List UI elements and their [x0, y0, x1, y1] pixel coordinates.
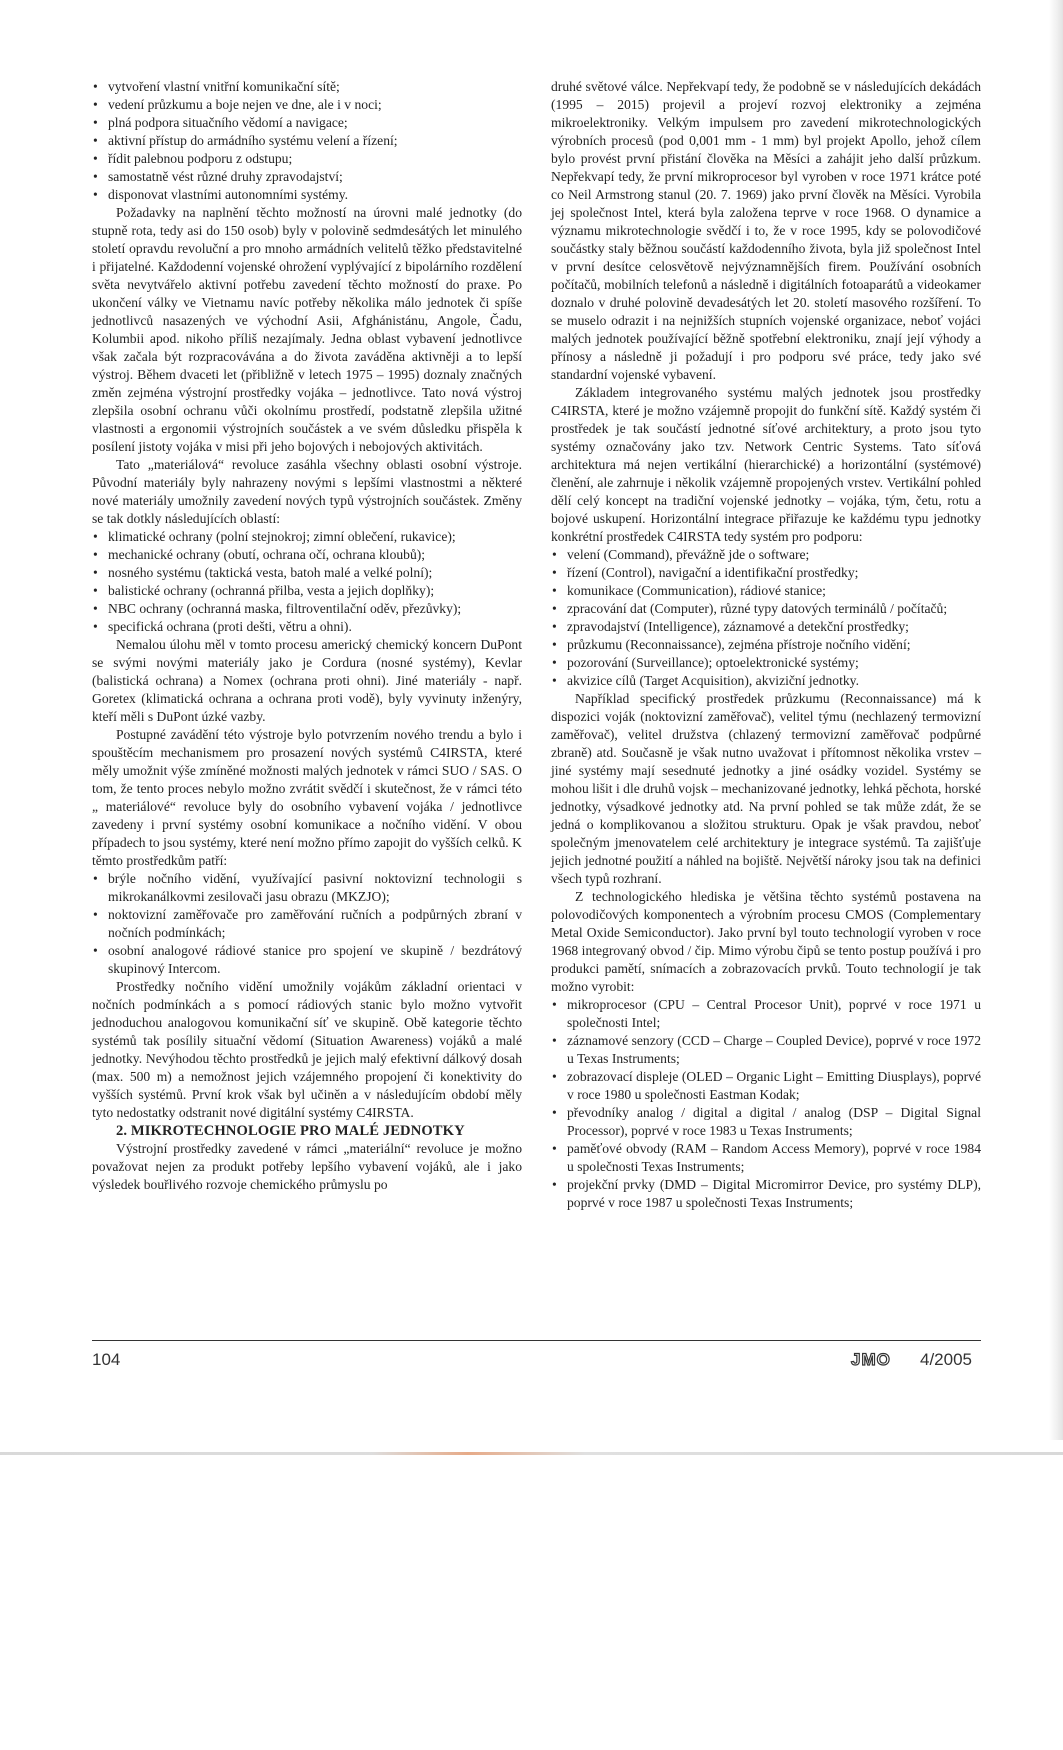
list-item: • zpravodajství (Intelligence), záznamové a detekční prostředky;: [551, 618, 981, 636]
list-item: • plná podpora situačního vědomí a navigace;: [92, 114, 522, 132]
list-item: • mechanické ochrany (obutí, ochrana očí, ochrana kloubů);: [92, 546, 522, 564]
body-paragraph: Tato „materiálová“ revoluce zasáhla všechny oblasti osobní výstroje. Původní materiály byly nahrazeny novými s lepšími vlastnostmi a některé nové materiály umožnily zavedení nových typů výstrojních součástek. Změny se tak dotkly následujících oblastí:: [92, 457, 522, 526]
list-item: • klimatické ochrany (polní stejnokroj; zimní oblečení, rukavice);: [92, 528, 522, 546]
body-paragraph: Výstrojní prostředky zavedené v rámci „materiální“ revoluce je možno považovat nejen za produkt potřeby lepšího vybavení vojáků, ale i jako výsledek bouřlivého rozvoje chemického průmyslu po: [92, 1141, 522, 1192]
list-item: • NBC ochrany (ochranná maska, filtroventilační oděv, přezůvky);: [92, 600, 522, 618]
journal-logo: JMO: [851, 1350, 891, 1369]
left-column: [92, 78, 522, 1194]
list-item: • mikroprocesor (CPU – Central Procesor Unit), poprvé v roce 1971 u společnosti Intel;: [551, 996, 981, 1032]
footer-rule: [92, 1340, 981, 1341]
list-item: • osobní analogové rádiové stanice pro spojení ve skupině / bezdrátový skupinový Intercom.: [92, 942, 522, 978]
list-item: • řízení (Control), navigační a identifikační prostředky;: [551, 564, 981, 582]
body-paragraph: Nemalou úlohu měl v tomto procesu americký chemický koncern DuPont se svými novými materiály jako je Cordura (nosné systémy), Kevlar (balistická ochrana) a Nomex (ochrana proti ohni). Jiné materiály - např. Goretex (klimatická ochrana a ochrana proti vodě), byly vyvinuty inženýry, kteří měli s DuPont úzké vazby.: [92, 637, 522, 724]
list-item: • řídit palebnou podporu z odstupu;: [92, 150, 522, 168]
body-paragraph: druhé světové válce. Nepřekvapí tedy, že podobně se v následujících dekádách (1995 – 2015) projevil a projeví rozvoj elektroniky a zejména mikroelektroniky. Velkým impulsem pro zavedení mikrotechnologických výrobních procesů (pod 0,001 mm - 1 mm) byl projekt Apollo, jehož cílem bylo provést první přistání člověka na Měsíci a zahájit jeho další průzkum. Nepřekvapí tedy, že první mikroprocesor byl vyroben v roce 1971 krátce poté co Neil Armstrong stanul (20. 7. 1969) jako první člověk na Měsíci. Vyrobila jej společnost Intel, která byla založena teprve v roce 1968. O dynamice a významu mikrotechnologie svědčí i to, že v roce 1995, kdy se polovodičové součástky staly běžnou součástí každodenního života, byla již společnost Intel v první desítce celosvětově nejvýznamnějších firem. Používání osobních počítačů, mobilních telefonů a následně i digitálních fotoaparátů a videokamer doznalo v druhé polovině devadesátých let 20. století masového rozšíření. To se muselo odrazit i na nejnižších stupních vojenské organizace, neboť vojáci malých jednotek používající běžně spotřební elektroniku, znají její výhody a přínosy a následně ji požadují i pro podporu své práce, tedy jako své standardní vojenské vybavení.: [551, 79, 981, 382]
body-paragraph: Postupné zavádění této výstroje bylo potvrzením nového trendu a bylo i spouštěcím mechanismem pro prosazení nových systémů C4IRSTA, které měly umožnit výše zmíněné možnosti malých jednotek v rámci SUO / SAS. O tom, že tento proces nebylo možno zvrátit svědčí i skutečnost, že v rámci této „ materiálové“ revoluce byly do osobního vybavení vojáka / jednotlivce zavedeny i první systémy osobní komunikace a nočního vidění. V obou případech to jsou systémy, které není možno přímo zapojit do vyšších celků. K těmto prostředkům patří:: [92, 727, 522, 868]
page-number: 104: [92, 1350, 121, 1369]
body-paragraph: Základem integrovaného systému malých jednotek jsou prostředky C4IRSTA, které je možno vzájemně propojit do funkční sítě. Každý systém či prostředek je tak součástí jednotné síťové architektury, a proto jsou tyto systémy označovány jako tzv. Network Centric Systems. Tato síťová architektura má nejen vertikální (hierarchické) a horizontální (systémové) členění, ale zahrnuje i několik vzájemně propojených vrstev. Vertikální pohled dělí celý koncept na tradiční vojenské jednotky – vojáka, tým, četu, rotu a bojové uskupení. Horizontální integrace přiřazuje ke každému typu jednotky konkrétní prostředek C4IRSTA tedy systém pro podporu:: [551, 385, 981, 544]
body-paragraph: Z technologického hlediska je většina těchto systémů postavena na polovodičových komponentech a výrobním procesu CMOS (Complementary Metal Oxide Semiconductor). Jako první byl touto technologií vyroben v roce 1968 integrovaný obvod / čip. Mimo výrobu čipů se tento postup používá i pro produkci pamětí, snímacích a zobrazovacích prvků. Touto technologií je tak možno vyrobit:: [551, 889, 981, 994]
list-item: • vedení průzkumu a boje nejen ve dne, ale i v noci;: [92, 96, 522, 114]
list-item: • balistické ochrany (ochranná přilba, vesta a jejich doplňky);: [92, 582, 522, 600]
right-column: [551, 78, 981, 1212]
list-item: • specifická ochrana (proti dešti, větru a ohni).: [92, 618, 522, 636]
list-item: • akvizice cílů (Target Acquisition), akviziční jednotky.: [551, 672, 981, 690]
issue-number: 4/2005: [920, 1350, 972, 1369]
list-item: • velení (Command), převážně jde o software;: [551, 546, 981, 564]
cmos-products-list: [551, 996, 981, 1212]
list-item: • disponovat vlastními autonomními systémy.: [92, 186, 522, 204]
section-heading: 2. MIKROTECHNOLOGIE PRO MALÉ JEDNOTKY: [116, 1123, 465, 1139]
body-paragraph: Prostředky nočního vidění umožnily vojákům základní orientaci v nočních podmínkách a s pomocí rádiových stanic bylo možno vytvořit jednoduchou analogovou komunikační síť ve skupině. Obě kategorie těchto systémů tak posílily situační vědomí (Situation Awareness) vojáků a malé jednotky. Nevýhodou těchto prostředků je jejich malý efektivní dálkový dosah (max. 500 m) a nemožnost jejich vzájemného propojení či konektivity do vyšších systémů. První krok však byl učiněn a v následujícím období měly tyto nedostatky odstranit nové digitální systémy C4IRSTA.: [92, 979, 522, 1120]
body-paragraph: Například specifický prostředek průzkumu (Reconnaissance) má k dispozici voják (noktovizní zaměřovač), velitel týmu (nechlazený termovizní zaměřovač), velitel družstva (chlazený termovizní zaměřovač podpůrné zbraně) atd. Současně je však nutno uvažovat i přítomnost několika vrstev – jiné systémy mají sesednuté jednotky a jiné osádky vozidel. Systémy se mohou lišit i dle druhů vojsk – mechanizované jednotky, lehká pěchota, horské jednotky, výsadkové jednotky atd. Na první pohled se tak může zdát, že se jedná o komplikovanou a složitou strukturu. Opak je však pravdou, neboť společným jmenovatelem celé architektury je integrace systémů. Ta zajišťuje jejich jednotné použití a náhled na bojiště. Největší nároky jsou tak na definici všech typů rozhraní.: [551, 691, 981, 886]
list-item: • zobrazovací displeje (OLED – Organic Light – Emitting Diusplays), poprvé v roce 1980 u společnosti Eastman Kodak;: [551, 1068, 981, 1104]
list-item: • brýle nočního vidění, využívající pasivní noktovizní technologii s mikrokanálkovmi zesilovači jasu obrazu (MKZJO);: [92, 870, 522, 906]
list-item: • samostatně vést různé druhy zpravodajství;: [92, 168, 522, 186]
list-item: • průzkumu (Reconnaissance), zejména přístroje nočního vidění;: [551, 636, 981, 654]
list-item: • pozorování (Surveillance); optoelektronické systémy;: [551, 654, 981, 672]
list-item: • projekční prvky (DMD – Digital Micromirror Device, pro systémy DLP), poprvé v roce 1987 u společnosti Texas Instruments;: [551, 1176, 981, 1212]
list-item: • zpracování dat (Computer), různé typy datových terminálů / počítačů;: [551, 600, 981, 618]
list-item: • nosného systému (taktická vesta, batoh malé a velké polní);: [92, 564, 522, 582]
list-item: • vytvoření vlastní vnitřní komunikační sítě;: [92, 78, 522, 96]
capabilities-list: [92, 78, 522, 204]
list-item: • paměťové obvody (RAM – Random Access Memory), poprvé v roce 1984 u společnosti Texas Instruments;: [551, 1140, 981, 1176]
page-edge-line: [0, 1452, 1063, 1455]
page-bottom-margin: [0, 1440, 1063, 1750]
list-item: • noktovizní zaměřovače pro zaměřování ručních a podpůrných zbraní v nočních podmínkách;: [92, 906, 522, 942]
c4irsta-support-list: [551, 546, 981, 690]
list-item: • aktivní přístup do armádního systému velení a řízení;: [92, 132, 522, 150]
list-item: • komunikace (Communication), rádiové stanice;: [551, 582, 981, 600]
scan-edge-shadow: [1049, 0, 1063, 1440]
protection-areas-list: [92, 528, 522, 636]
list-item: • převodníky analog / digital a digital / analog (DSP – Digital Signal Processor), poprvé v roce 1983 u Texas Instruments;: [551, 1104, 981, 1140]
list-item: • záznamové senzory (CCD – Charge – Coupled Device), poprvé v roce 1972 u Texas Instruments;: [551, 1032, 981, 1068]
devices-list: [92, 870, 522, 978]
body-paragraph: Požadavky na naplnění těchto možností na úrovni malé jednotky (do stupně rota, tedy asi do 150 osob) byly v polovině sedmdesátých let minulého století opravdu revoluční a pro mnoho armádních velitelů těžko představitelné i přijatelné. Každodenní vojenské ohrožení vyplývající z bipolárního rozdělení světa nevytvářelo aktivní potřebu zavedení těchto možností do praxe. Po ukončení války ve Vietnamu navíc potřeby několika málo jednotek či spíše jednotlivců nasazených ve východní Asii, Afghánistánu, Angole, Čadu, Kolumbii apod. nikoho příliš nezajímaly. Jedna oblast vybavení jednotlivce však začala být rozpracovávána a do života zaváděna aktivněji a to lepší výstroj. Během dvaceti let (přibližně v letech 1975 – 1995) doznaly značných změn zejména výstrojní prostředky vojáka – jednotlivce. Tato nová výstroj zlepšila osobní ochranu vůči okolnímu prostředí, podstatně zlepšila užitné vlastnosti a ergonomii výstrojních součástek a ve svém důsledku přispěla k posílení jistoty vojáka v misi při jeho bojových i nebojových aktivitách.: [92, 205, 522, 454]
